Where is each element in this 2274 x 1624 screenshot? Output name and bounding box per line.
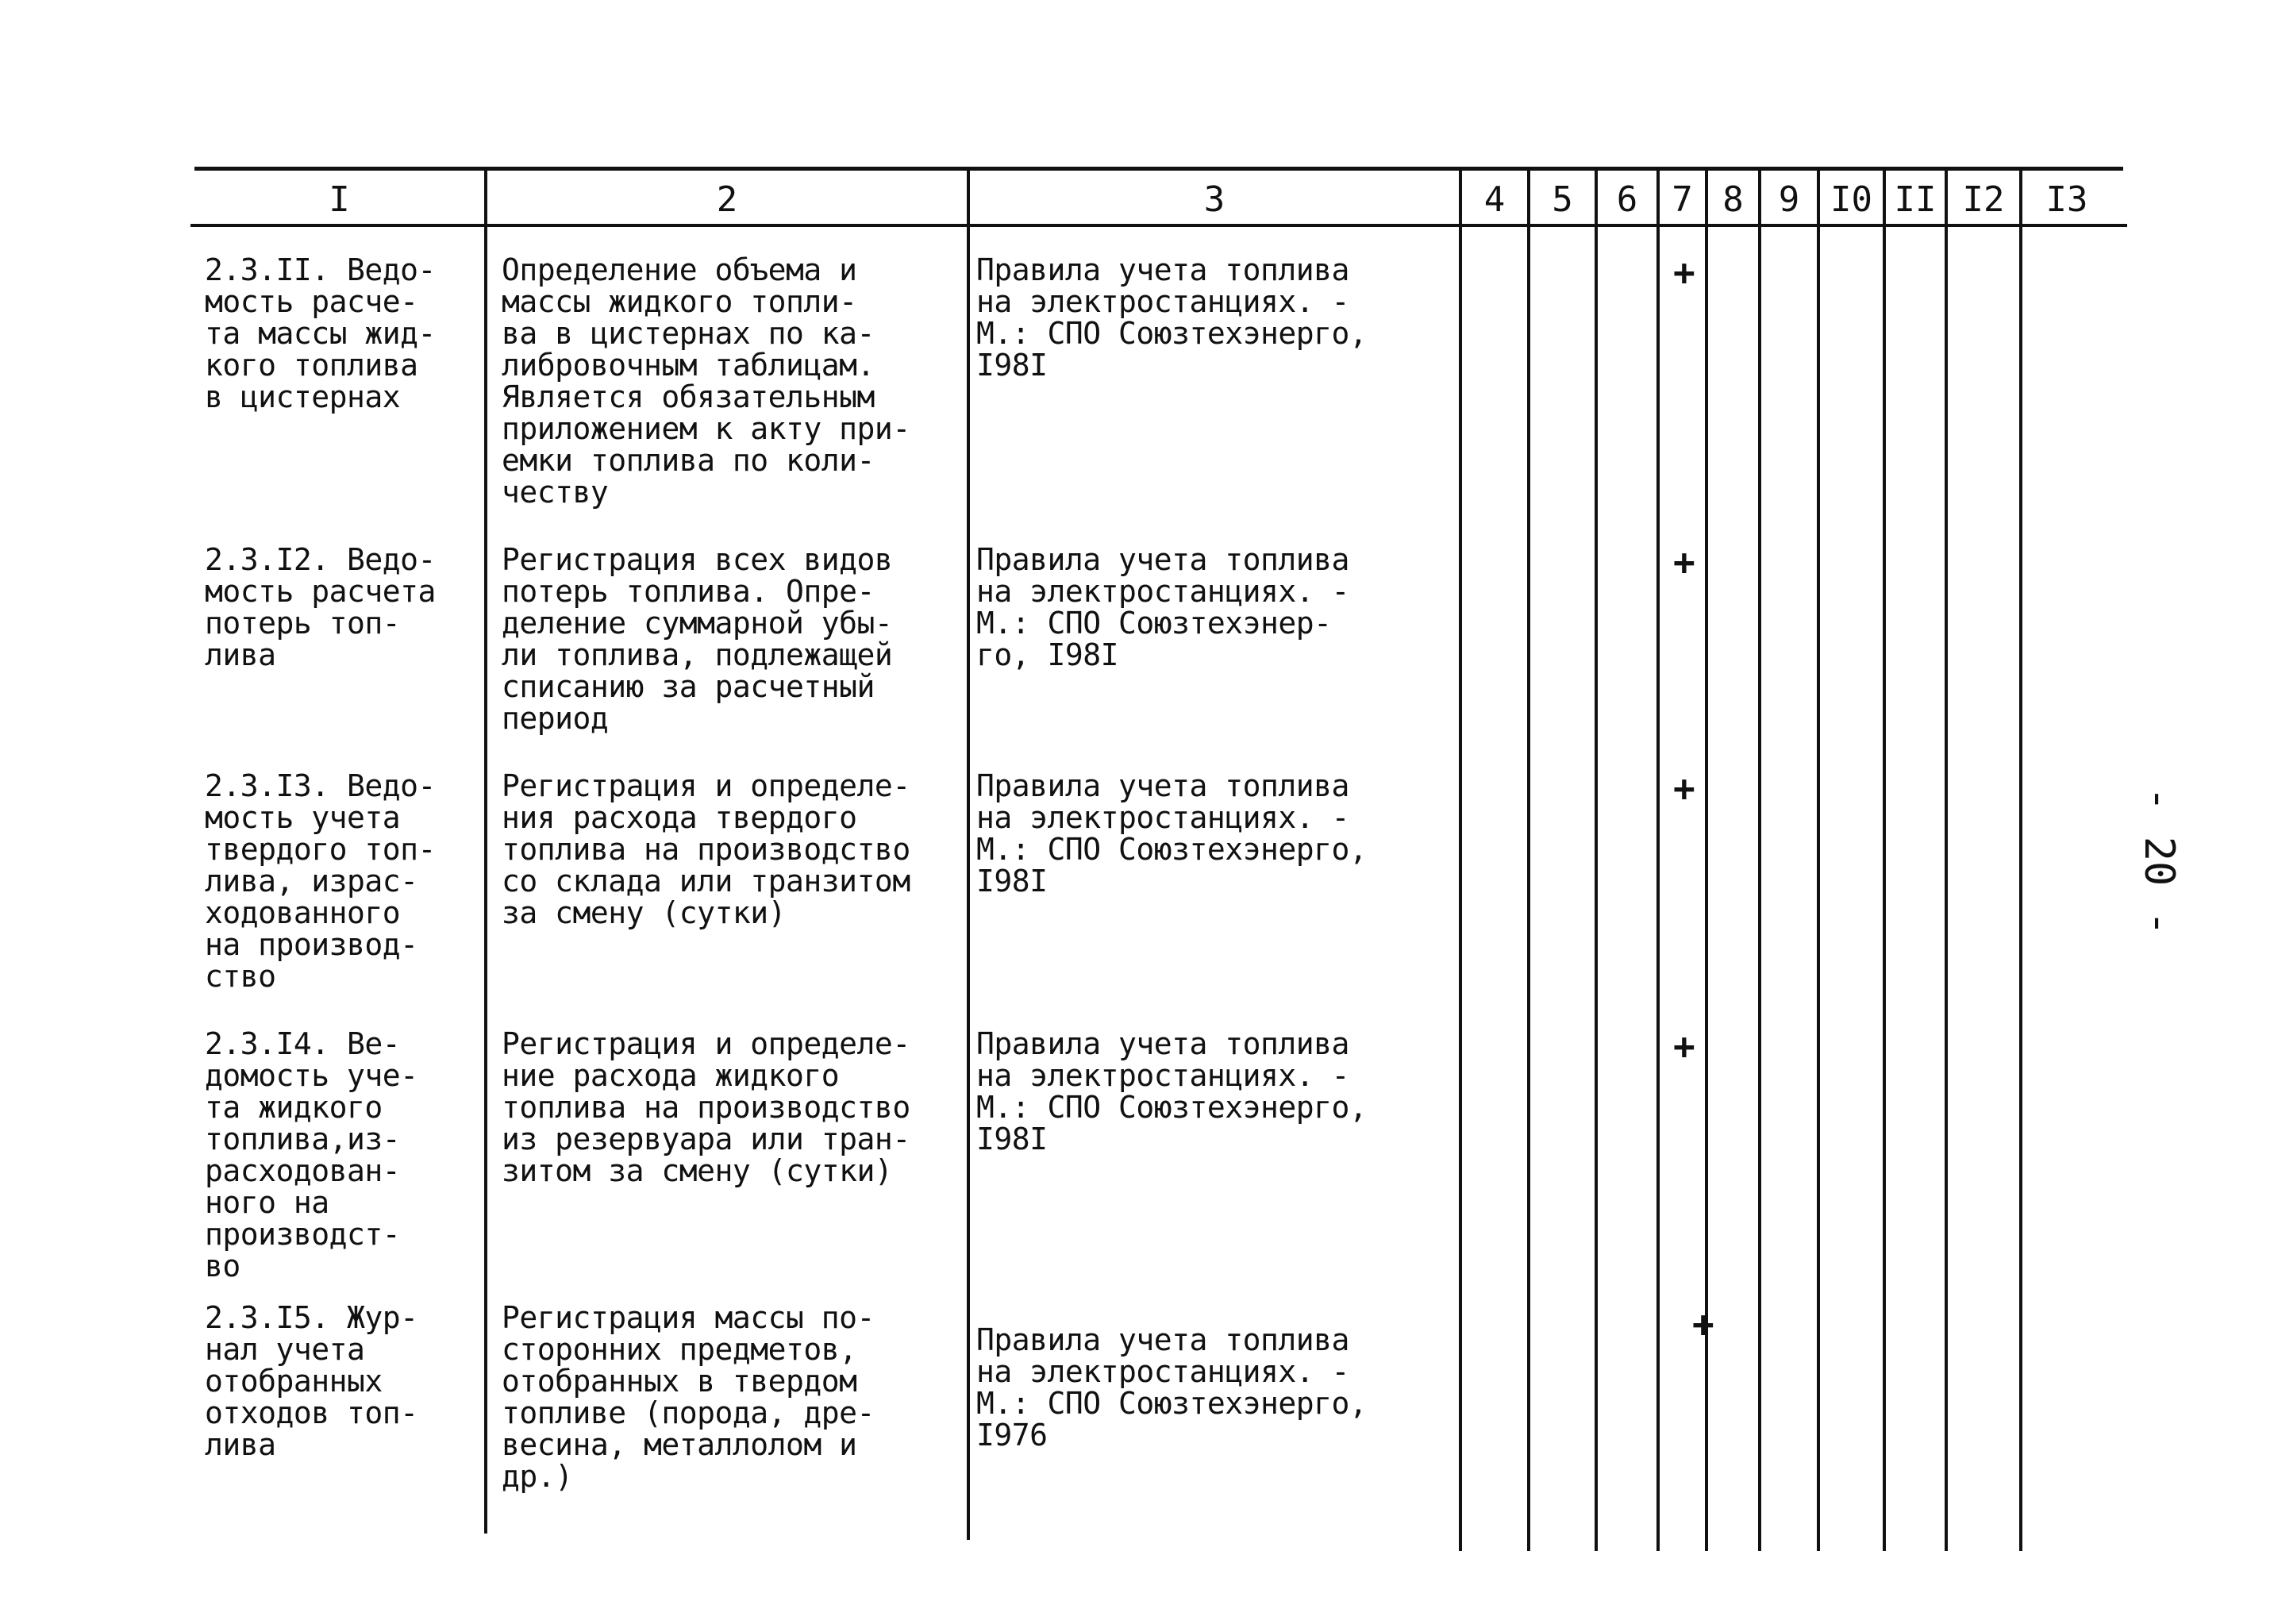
table-row-5-document: 2.3.I5. Жур- нал учета отобранных отходов топ- лива <box>205 1300 418 1462</box>
column-divider-2 <box>967 170 970 1540</box>
table-row-5-purpose: Регистрация массы по- сторонних предметов, отобранных в твердом топливе (порода, дре- весина, металлолом и др.) <box>502 1300 875 1494</box>
header-col-6: 6 <box>1616 179 1638 220</box>
column-divider-10 <box>1883 170 1886 1551</box>
column-divider-3 <box>1459 170 1462 1551</box>
table-row-3-reference: Правила учета топлива на электростанциях. - М.: СПО Союзтехэнерго, I98I <box>976 768 1368 899</box>
column-divider-6 <box>1656 170 1660 1551</box>
column-divider-9 <box>1817 170 1820 1551</box>
header-col-10: I0 <box>1830 179 1872 220</box>
table-row-4-mark: + <box>1673 1025 1695 1068</box>
header-col-11: II <box>1894 179 1937 220</box>
column-divider-12 <box>2019 170 2022 1551</box>
header-col-8: 8 <box>1722 179 1744 220</box>
table-row-3-purpose: Регистрация и определе- ния расхода твердого топлива на производство со склада или транзитом за смену (сутки) <box>502 768 910 930</box>
table-row-1-reference: Правила учета топлива на электростанциях. - М.: СПО Союзтехэнерго, I98I <box>976 252 1368 383</box>
table-row-4-document: 2.3.I4. Ве- домость уче- та жидкого топлива,из- расходован- ного на производст- во <box>205 1026 418 1283</box>
table-row-5-reference: Правила учета топлива на электростанциях. - М.: СПО Союзтехэнерго, I976 <box>976 1322 1368 1453</box>
column-divider-5 <box>1595 170 1598 1551</box>
header-col-4: 4 <box>1483 179 1506 220</box>
table-row-2-document: 2.3.I2. Ведо- мость расчета потерь топ- лива <box>205 542 436 672</box>
column-divider-8 <box>1758 170 1761 1551</box>
table-row-5-mark: + <box>1692 1303 1714 1345</box>
table-row-1-purpose: Определение объема и массы жидкого топли- ва в цистернах по ка- либровочным таблицам. Является обязательным приложением к акту при- емки топлива по коли- честву <box>502 252 910 510</box>
header-bottom-rule <box>190 224 2127 227</box>
column-divider-4 <box>1527 170 1530 1551</box>
table-row-2-purpose: Регистрация всех видов потерь топлива. Опре- деление суммарной убы- ли топлива, подлежащей списанию за расчетный период <box>502 542 893 736</box>
table-row-2-mark: + <box>1673 541 1695 583</box>
table-row-1-mark: + <box>1673 251 1695 294</box>
header-col-9: 9 <box>1778 179 1800 220</box>
header-col-1: I <box>329 179 350 220</box>
header-col-12: I2 <box>1962 179 2005 220</box>
page-number: - 20 - <box>2135 787 2183 936</box>
table-row-3-document: 2.3.I3. Ведо- мость учета твердого топ- лива, израс- ходованного на производ- ство <box>205 768 436 994</box>
table-row-2-reference: Правила учета топлива на электростанциях. - М.: СПО Союзтехэнер- го, I98I <box>976 542 1349 672</box>
table-row-4-purpose: Регистрация и определе- ние расхода жидкого топлива на производство из резервуара или тран- зитом за смену (сутки) <box>502 1026 910 1188</box>
table-row-3-mark: + <box>1673 767 1695 810</box>
header-col-3: 3 <box>1203 179 1225 220</box>
header-col-2: 2 <box>716 179 738 220</box>
column-divider-11 <box>1945 170 1948 1551</box>
table-row-1-document: 2.3.II. Ведо- мость расче- та массы жид- кого топлива в цистернах <box>205 252 436 414</box>
header-col-5: 5 <box>1552 179 1573 220</box>
table-row-4-reference: Правила учета топлива на электростанциях. - М.: СПО Союзтехэнерго, I98I <box>976 1026 1368 1156</box>
header-col-7: 7 <box>1672 179 1693 220</box>
header-col-13: I3 <box>2045 179 2088 220</box>
column-divider-1 <box>484 170 487 1534</box>
